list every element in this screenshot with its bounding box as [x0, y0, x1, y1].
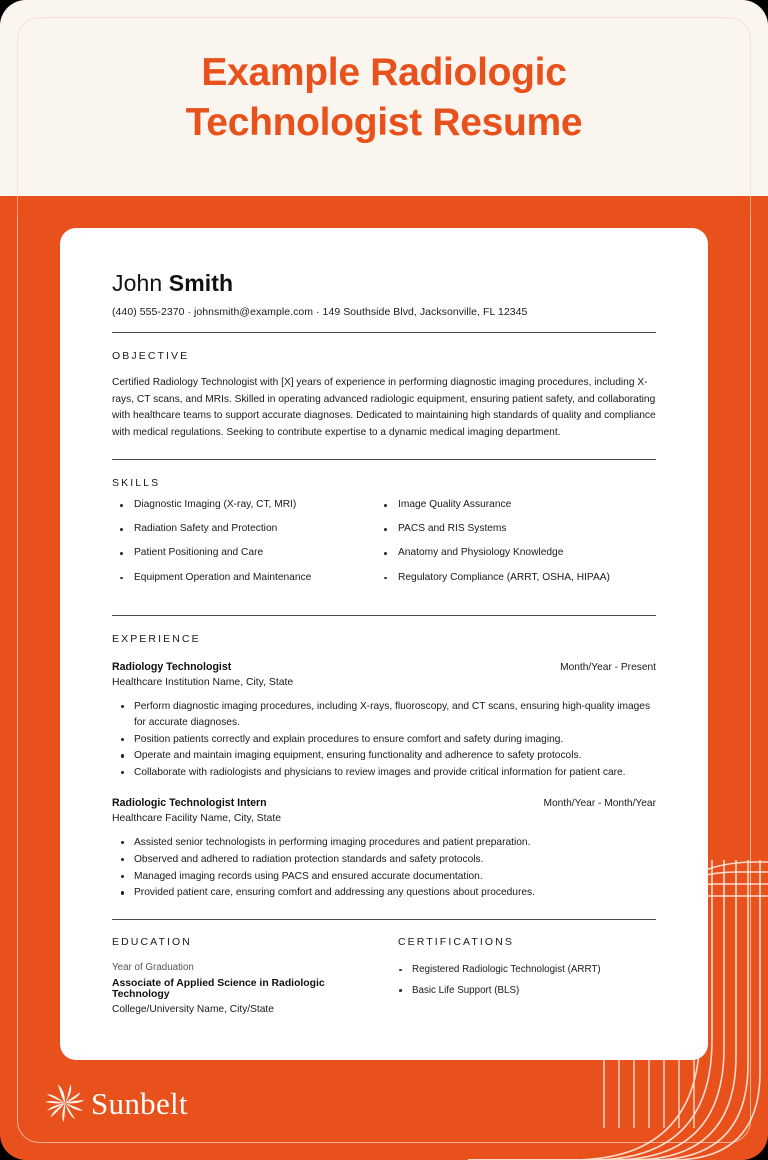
experience-header: [112, 661, 656, 673]
certifications-column: [384, 936, 656, 1015]
certifications-list: [398, 964, 656, 997]
list-item: Observed and adhered to radiation protection standards and safety protocols.: [112, 852, 656, 868]
list-item: Operate and maintain imaging equipment, ensuring functionality and adherence to safety protocols.: [112, 748, 656, 764]
candidate-last-name: Smith: [168, 270, 234, 296]
job-organization: Healthcare Institution Name, City, State: [112, 676, 294, 688]
list-item: Equipment Operation and Maintenance: [112, 573, 384, 583]
job-dates: Month/Year - Present: [560, 661, 656, 673]
skills-list-left: [112, 500, 384, 583]
sun-swirl-icon: [42, 1080, 88, 1126]
skills-list-right: [384, 500, 656, 583]
candidate-name: [112, 270, 656, 297]
list-item: Provided patient care, ensuring comfort and addressing any questions about procedures.: [112, 885, 656, 901]
list-item: PACS and RIS Systems: [384, 524, 656, 534]
section-heading-objective: OBJECTIVE: [112, 350, 190, 362]
list-item: Diagnostic Imaging (X-ray, CT, MRI): [112, 500, 384, 510]
job-title: Radiology Technologist: [112, 660, 232, 673]
brand-name: Sunbelt: [91, 1085, 188, 1121]
job-title: Radiologic Technologist Intern: [112, 796, 267, 809]
list-item: Assisted senior technologists in performing imaging procedures and patient preparation.: [112, 835, 656, 851]
education-column: [112, 936, 384, 1015]
skills-column-left: [112, 500, 384, 597]
job-bullets: [112, 699, 656, 781]
experience-entry-1: [112, 661, 656, 781]
job-dates: Month/Year - Month/Year: [543, 797, 656, 809]
list-item: Regulatory Compliance (ARRT, OSHA, HIPAA): [384, 573, 656, 583]
page-title: Example Radiologic Technologist Resume: [185, 51, 583, 144]
candidate-first-name: John: [112, 270, 169, 296]
divider-after-objective: [112, 459, 656, 460]
list-item: Position patients correctly and explain procedures to ensure comfort and safety during imaging.: [112, 732, 656, 748]
education-year: Year of Graduation: [112, 962, 194, 974]
divider-after-skills: [112, 615, 656, 616]
section-heading-skills: SKILLS: [112, 477, 161, 490]
list-item: Patient Positioning and Care: [112, 548, 384, 558]
list-item: Image Quality Assurance: [384, 500, 656, 510]
contact-line: (440) 555-2370 · johnsmith@example.com · 149 Southside Blvd, Jacksonville, FL 12345: [112, 306, 528, 318]
list-item: Managed imaging records using PACS and ensured accurate documentation.: [112, 869, 656, 885]
education-school: College/University Name, City/State: [112, 1004, 274, 1016]
divider-after-experience: [112, 919, 656, 920]
job-bullets: [112, 835, 656, 901]
list-item: Registered Radiologic Technologist (ARRT): [398, 964, 656, 976]
list-item: Anatomy and Physiology Knowledge: [384, 548, 656, 558]
bottom-columns: [112, 936, 656, 1015]
education-degree: Associate of Applied Science in Radiologic Technology: [112, 978, 325, 1001]
list-item: Radiation Safety and Protection: [112, 524, 384, 534]
divider-after-contact: [112, 332, 656, 333]
experience-entry-2: [112, 797, 656, 901]
list-item: Perform diagnostic imaging procedures, including X-rays, fluoroscopy, and CT scans, ensuring high-quality images for accurate diagnoses.: [112, 699, 656, 731]
resume-card: [60, 228, 708, 1060]
skills-columns: [112, 500, 656, 605]
header-band: [0, 0, 768, 196]
list-item: Basic Life Support (BLS): [398, 985, 656, 997]
list-item: Collaborate with radiologists and physicians to review images and provide critical information for patient care.: [112, 765, 656, 781]
section-heading-experience: EXPERIENCE: [112, 632, 201, 645]
job-organization: Healthcare Facility Name, City, State: [112, 812, 281, 824]
section-heading-certifications: CERTIFICATIONS: [398, 936, 514, 949]
section-heading-education: EDUCATION: [112, 936, 192, 949]
experience-header: [112, 797, 656, 809]
objective-text: Certified Radiology Technologist with [X] years of experience in performing diagnostic imaging procedures, including X-rays, CT scans, and MRIs. Skilled in operating advanced radiologic equipment, ensuring patient safety, and collaborating with healthcare teams to support accurate diagnoses. Dedicated to maintaining high standards of quality and compliance with medical regulations. Seeking to contribute expertise to a dynamic medical imaging department.: [112, 377, 656, 438]
skills-column-right: [384, 500, 656, 597]
brand-logo: [42, 1080, 188, 1126]
